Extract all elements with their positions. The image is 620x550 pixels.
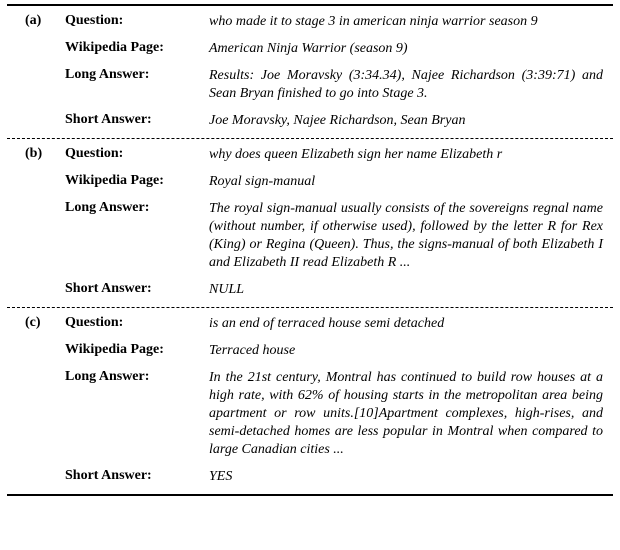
- table-row: [7, 369, 613, 459]
- field-name-wikipedia-page: Wikipedia Page:: [65, 342, 164, 357]
- table-row: [7, 67, 613, 103]
- field-name-short-answer: Short Answer:: [65, 468, 152, 483]
- table-row: [7, 13, 613, 31]
- field-name-question: Question:: [65, 315, 124, 330]
- field-name-short-answer: Short Answer:: [65, 281, 152, 296]
- field-value-question: is an end of terraced house semi detached: [209, 316, 445, 331]
- field-name-wikipedia-page: Wikipedia Page:: [65, 173, 164, 188]
- field-value-short-answer: NULL: [209, 282, 245, 297]
- table-row: [7, 173, 613, 191]
- field-value-long-answer: The royal sign-manual usually consists of the sovereigns regnal name (without number, if otherwise used), followed by the letter R for Rex (King) or Regina (Queen). Thus, the signs-manual of both Elizabeth I and Elizabeth II read Elizabeth R ...: [209, 201, 603, 270]
- table-row: [7, 200, 613, 272]
- field-value-wikipedia-page: Royal sign-manual: [209, 174, 316, 189]
- table-row: [7, 342, 613, 360]
- example-section-a: [7, 6, 613, 138]
- field-name-question: Question:: [65, 146, 124, 161]
- example-section-b: [7, 138, 613, 307]
- field-value-question: who made it to stage 3 in american ninja warrior season 9: [209, 14, 538, 29]
- field-value-short-answer: Joe Moravsky, Najee Richardson, Sean Bryan: [209, 113, 466, 128]
- table-row: [7, 315, 613, 333]
- example-section-c: [7, 307, 613, 494]
- field-name-question: Question:: [65, 13, 124, 28]
- field-name-short-answer: Short Answer:: [65, 112, 152, 127]
- field-name-long-answer: Long Answer:: [65, 369, 150, 384]
- field-name-wikipedia-page: Wikipedia Page:: [65, 40, 164, 55]
- field-value-short-answer: YES: [209, 469, 233, 484]
- qa-examples-table: [7, 4, 613, 496]
- field-value-long-answer: In the 21st century, Montral has continued to build row houses at a high rate, with 62% of housing starts in the metropolitan area being apartment or row units.[10]Apartment complexes, high-rises, and semi-detached homes are less popular in Montral when compared to large Canadian cities ...: [209, 370, 603, 457]
- table-row: [7, 468, 613, 486]
- table-row: [7, 281, 613, 299]
- table-row: [7, 112, 613, 130]
- row-label: (c): [25, 315, 41, 330]
- field-value-long-answer: Results: Joe Moravsky (3:34.34), Najee Richardson (3:39:71) and Sean Bryan finished to go into Stage 3.: [209, 68, 603, 101]
- field-value-wikipedia-page: Terraced house: [209, 343, 296, 358]
- field-name-long-answer: Long Answer:: [65, 200, 150, 215]
- table-row: [7, 40, 613, 58]
- field-name-long-answer: Long Answer:: [65, 67, 150, 82]
- row-label: (a): [25, 13, 42, 28]
- row-label: (b): [25, 146, 43, 161]
- field-value-wikipedia-page: American Ninja Warrior (season 9): [209, 41, 408, 56]
- table-row: [7, 146, 613, 164]
- field-value-question: why does queen Elizabeth sign her name Elizabeth r: [209, 147, 503, 162]
